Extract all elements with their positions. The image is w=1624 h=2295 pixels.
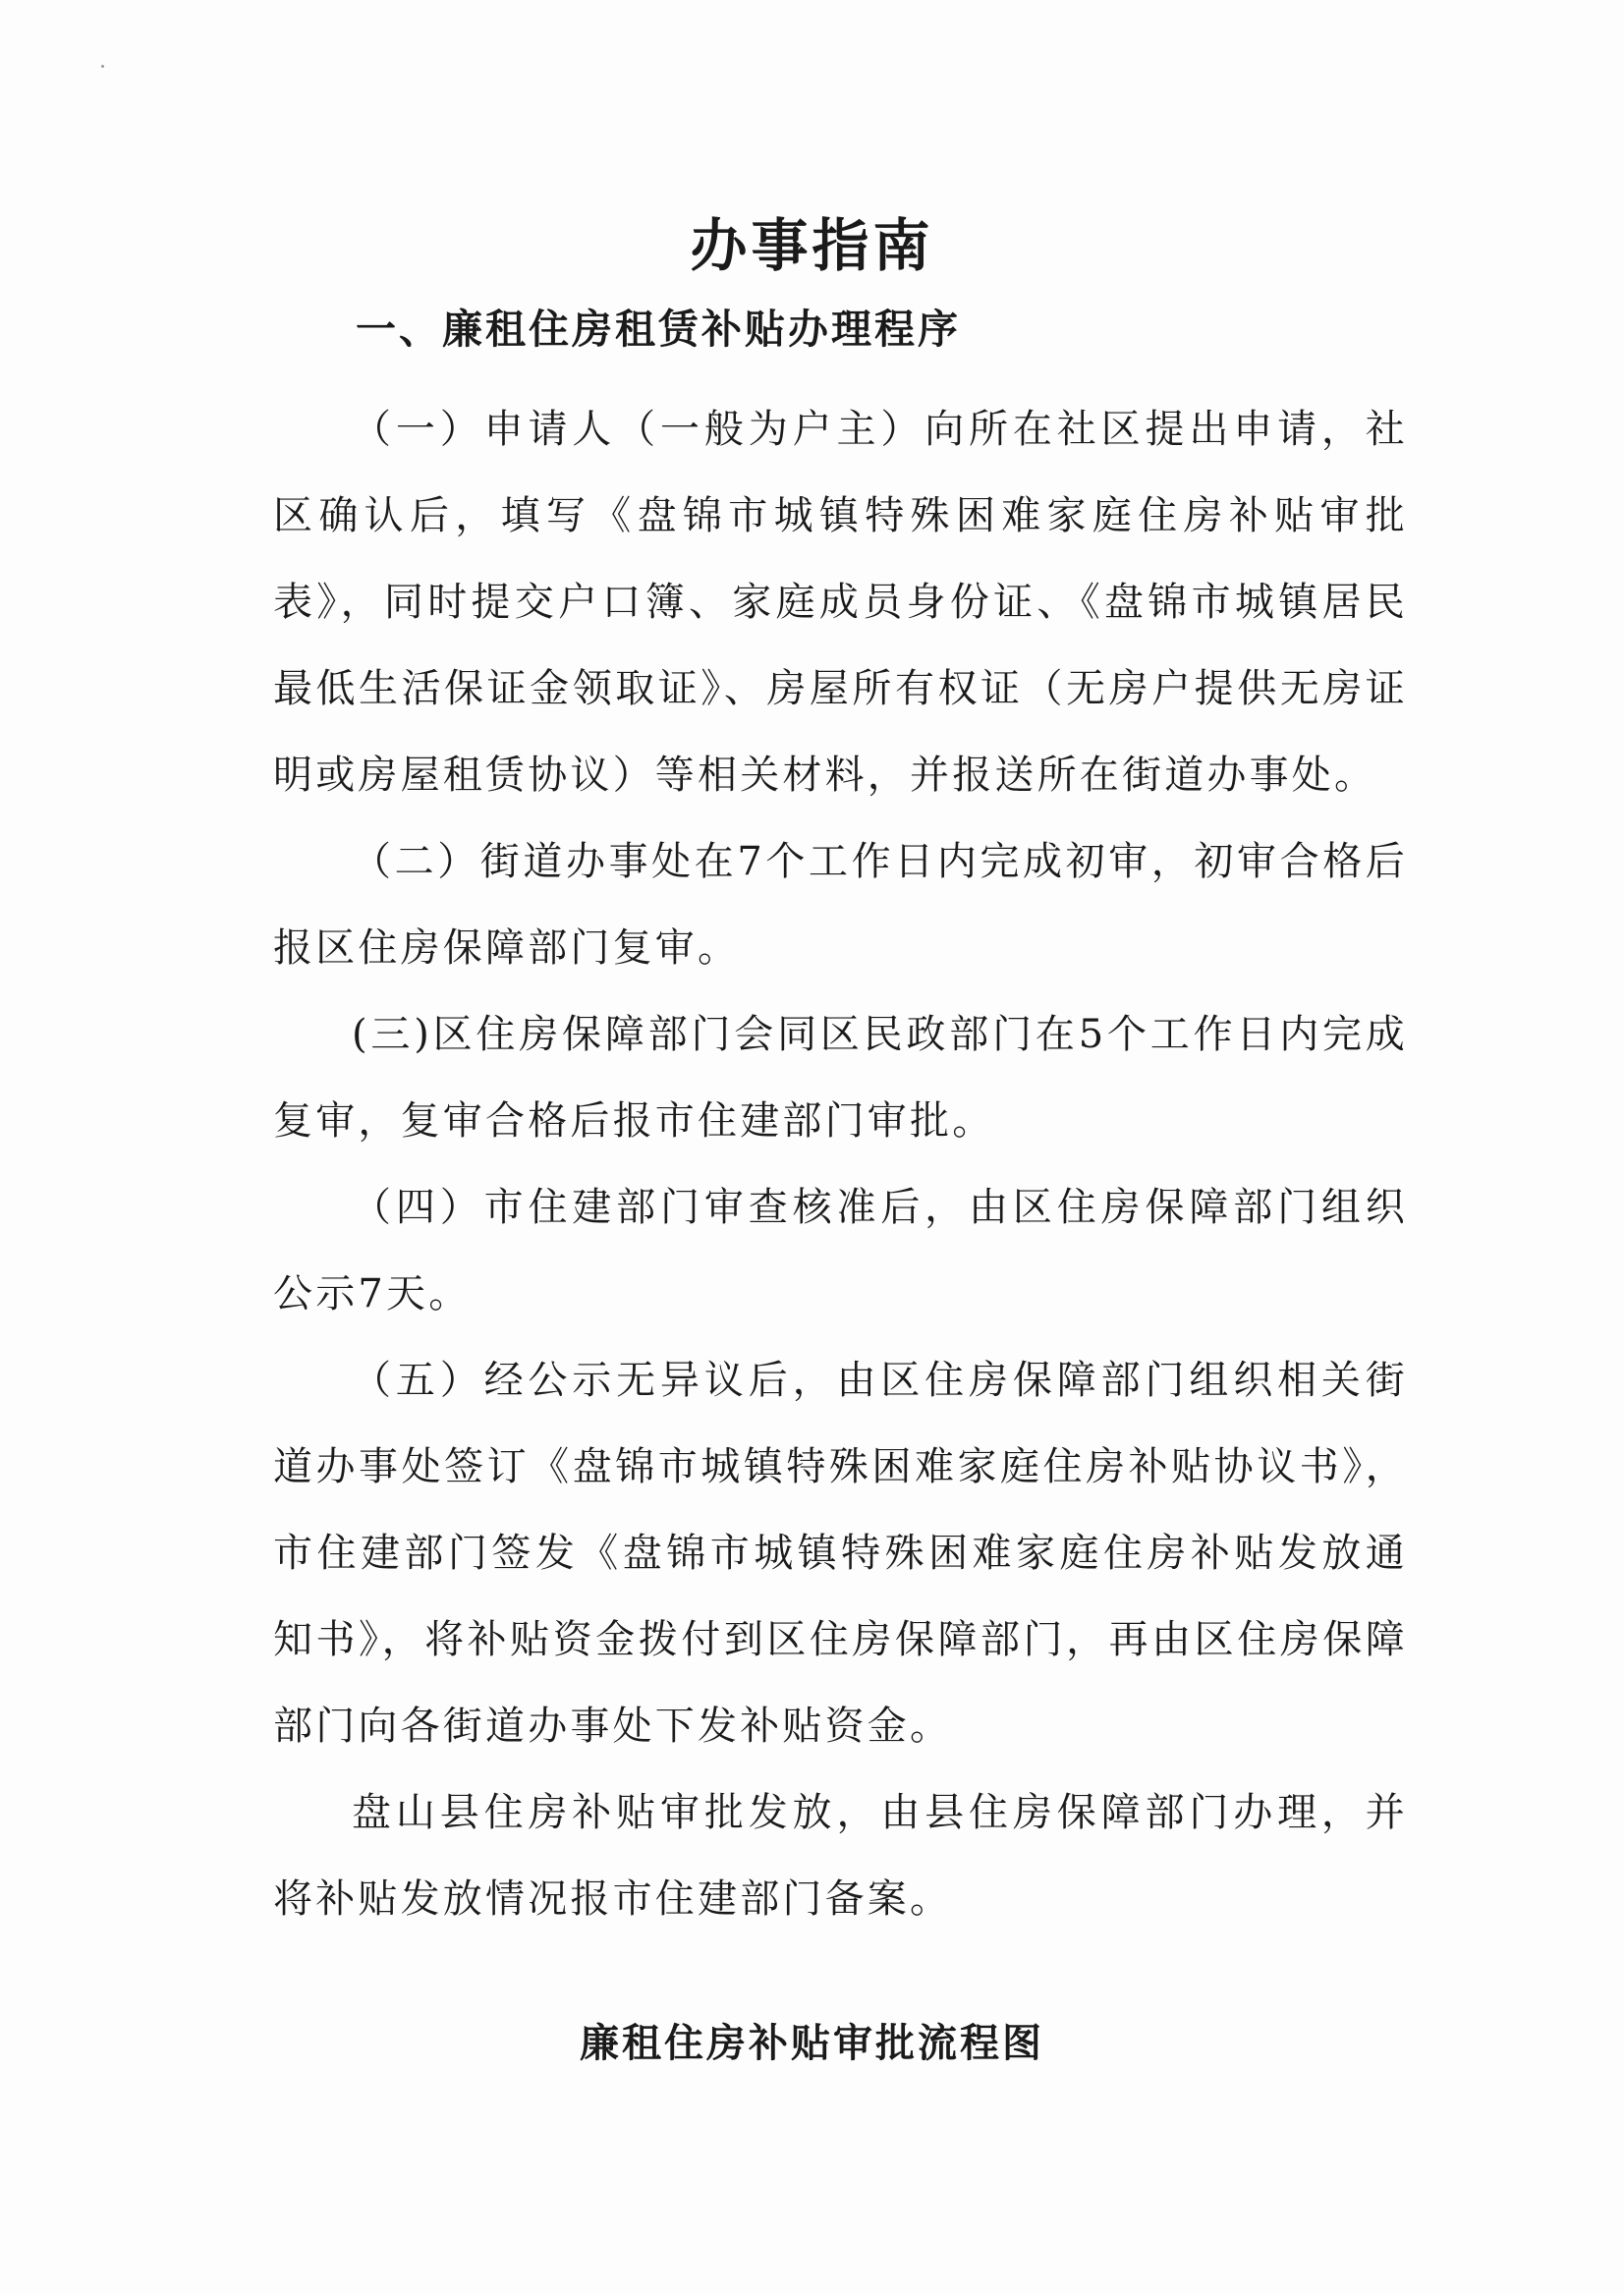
page-title: 办事指南 [690, 212, 934, 279]
flowchart-title: 廉租住房补贴审批流程图 [580, 2020, 1044, 2066]
document-body [273, 386, 1408, 1942]
paragraph-step-5: （五）经公示无异议后，由区住房保障部门组织相关街道办事处签订《盘锦市城镇特殊困难家庭住房补贴协议书》，市住建部门签发《盘锦市城镇特殊困难家庭住房补贴发放通知书》，将补贴资金拨付到区住房保障部门，再由区住房保障部门向各街道办事处下发补贴资金。 [273, 1358, 1408, 1749]
section-heading: 一、廉租住房租赁补贴办理程序 [356, 306, 961, 353]
paragraph-step-3: (三)区住房保障部门会同区民政部门在5个工作日内完成复审，复审合格后报市住建部门审批。 [273, 1012, 1408, 1144]
paragraph-step-4: （四）市住建部门审查核准后，由区住房保障部门组织公示7天。 [273, 1185, 1408, 1316]
paragraph-panshan-county: 盘山县住房补贴审批发放，由县住房保障部门办理，并将补贴发放情况报市住建部门备案。 [273, 1790, 1408, 1922]
paragraph-step-2: （二）街道办事处在7个工作日内完成初审，初审合格后报区住房保障部门复审。 [273, 839, 1408, 971]
scan-speck [101, 65, 104, 68]
paragraph-step-1: （一）申请人（一般为户主）向所在社区提出申请，社区确认后，填写《盘锦市城镇特殊困难家庭住房补贴审批表》，同时提交户口簿、家庭成员身份证、《盘锦市城镇居民最低生活保证金领取证》、房屋所有权证（无房户提供无房证明或房屋租赁协议）等相关材料，并报送所在街道办事处。 [273, 407, 1408, 798]
